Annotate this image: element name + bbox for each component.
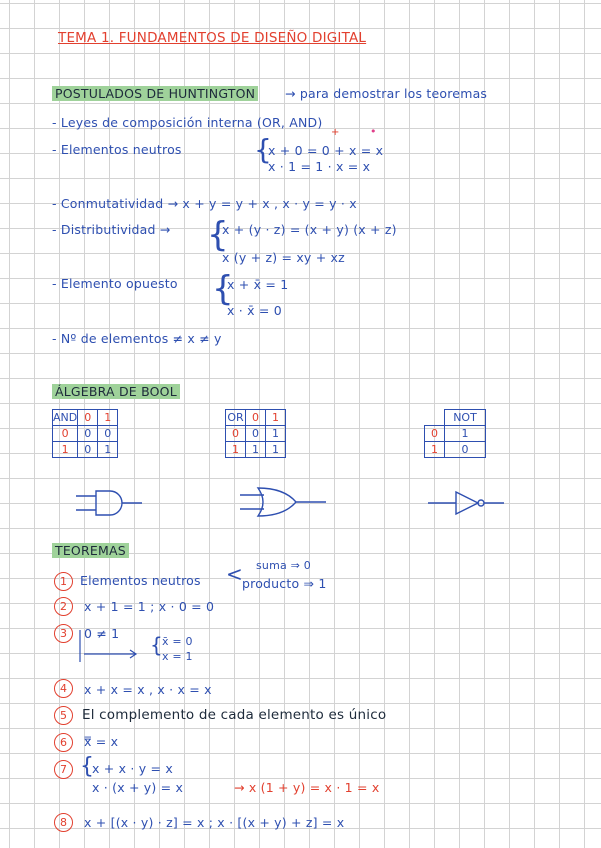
plus-mark: + xyxy=(331,127,340,138)
opuesto-eq-1: x + x̄ = 1 xyxy=(227,277,289,292)
algebra-heading: ÁLGEBRA DE BOOL xyxy=(52,384,180,399)
theorem-3-bracket-arrow xyxy=(74,628,154,664)
and-cell: 0 xyxy=(78,410,98,426)
theorem-3-line1: 0 ≠ 1 xyxy=(84,626,120,641)
theorem-1-suma: suma ⇒ 0 xyxy=(256,559,311,572)
not-cell: 0 xyxy=(445,442,486,458)
dot-mark: • xyxy=(370,125,377,138)
theorem-3-brace: { xyxy=(150,633,163,657)
or-gate-icon xyxy=(238,484,328,520)
num-elementos-line: - Nº de elementos ≠ x ≠ y xyxy=(52,331,222,346)
not-cell: NOT xyxy=(445,410,486,426)
not-cell: 0 xyxy=(425,426,445,442)
theorem-7-derivation: → x (1 + y) = x · 1 = x xyxy=(234,780,380,795)
and-cell: 1 xyxy=(53,442,78,458)
brace-opuesto: { xyxy=(212,269,234,309)
theorem-number: 4 xyxy=(54,679,73,698)
or-cell: 0 xyxy=(226,426,246,442)
not-gate-icon xyxy=(426,488,506,518)
theorem-7-line2: x · (x + y) = x xyxy=(92,780,184,795)
theorem-3-sub1: x̄ = 0 xyxy=(162,635,193,648)
postulados-arrow-note: → para demostrar los teoremas xyxy=(285,86,488,101)
theorem-8-text: x + [(x · y) · z] = x ; x · [(x + y) + z] = x xyxy=(84,815,345,830)
theorem-number: 7 xyxy=(54,760,73,779)
not-cell: 1 xyxy=(425,442,445,458)
not-cell: 1 xyxy=(445,426,486,442)
and-cell: 0 xyxy=(98,426,118,442)
theorem-number: 1 xyxy=(54,572,73,591)
conmutatividad-line: - Conmutatividad → x + y = y + x , x · y = y · x xyxy=(52,196,357,211)
theorem-number: 2 xyxy=(54,597,73,616)
theorem-number: 3 xyxy=(54,624,73,643)
or-cell: 1 xyxy=(266,442,286,458)
leyes-line: - Leyes de composición interna (OR, AND) xyxy=(52,115,323,130)
theorem-6-text: x̿ = x xyxy=(84,734,119,749)
teoremas-heading: TEOREMAS xyxy=(52,543,129,558)
theorem-2-text: x + 1 = 1 ; x · 0 = 0 xyxy=(84,599,215,614)
brace-distrib: { xyxy=(207,215,229,255)
and-cell: 0 xyxy=(53,426,78,442)
or-cell: 0 xyxy=(246,426,266,442)
theorem-1-producto: producto ⇒ 1 xyxy=(242,576,327,591)
opuesto-eq-2: x · x̄ = 0 xyxy=(227,303,282,318)
and-cell: AND xyxy=(53,411,78,424)
theorem-1-text: Elementos neutros xyxy=(80,573,201,588)
and-cell: 0 xyxy=(78,442,98,458)
distrib-eq-1: x + (y · z) = (x + y) (x + z) xyxy=(222,222,397,237)
distributividad-label: - Distributividad → xyxy=(52,222,171,237)
or-cell: OR xyxy=(227,411,244,424)
or-cell: 1 xyxy=(266,426,286,442)
theorem-number: 5 xyxy=(54,706,73,725)
opuesto-label: - Elemento opuesto xyxy=(52,276,178,291)
not-truth-table xyxy=(424,409,486,458)
and-cell: 0 xyxy=(78,426,98,442)
theorem-3-sub2: x = 1 xyxy=(162,650,193,663)
or-truth-table xyxy=(225,409,286,458)
and-gate-icon xyxy=(74,486,144,520)
neutros-eq-1: x + 0 = 0 + x = x xyxy=(268,143,384,158)
and-cell: 1 xyxy=(98,410,118,426)
theorem-7-line1: x + x · y = x xyxy=(92,761,173,776)
neutros-label: - Elementos neutros xyxy=(52,142,182,157)
neutros-eq-2: x · 1 = 1 · x = x xyxy=(268,159,371,174)
angle-bracket: < xyxy=(226,562,243,586)
not-cell xyxy=(425,410,445,426)
theorem-7-brace: { xyxy=(80,754,95,779)
theorem-number: 8 xyxy=(54,813,73,832)
postulados-heading: POSTULADOS DE HUNTINGTON xyxy=(52,86,258,101)
and-truth-table xyxy=(52,409,118,458)
brace-neutros: { xyxy=(254,133,272,166)
page-title: TEMA 1. FUNDAMENTOS DE DISEÑO DIGITAL xyxy=(58,30,367,46)
distrib-eq-2: x (y + z) = xy + xz xyxy=(222,250,345,265)
and-cell: 1 xyxy=(98,442,118,458)
or-cell: 1 xyxy=(226,442,246,458)
or-cell: 0 xyxy=(246,410,266,426)
or-cell: 1 xyxy=(246,442,266,458)
or-cell: 1 xyxy=(266,410,286,426)
theorem-number: 6 xyxy=(54,733,73,752)
theorem-4-text: x + x = x , x · x = x xyxy=(84,682,212,697)
theorem-5-text: El complemento de cada elemento es único xyxy=(82,707,387,723)
